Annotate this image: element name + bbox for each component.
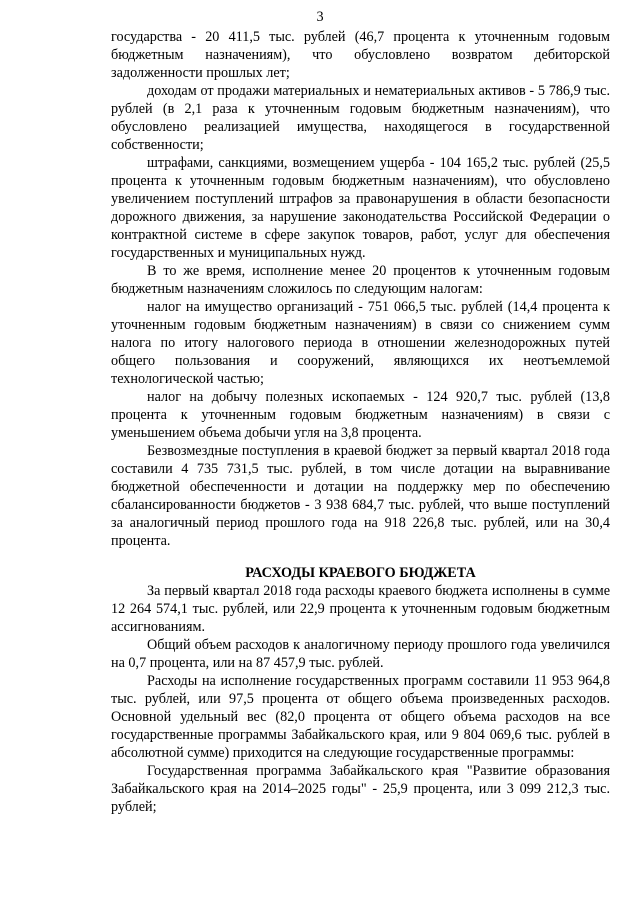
paragraph-state-programs: Расходы на исполнение государственных программ составили 11 953 964,8 тыс. рублей, или 97,5 процента от общего объема произведенных расходов. Основной удельный вес (82,0 процента от общего объема расходов на все государственные программы Забайкальского края, или 9 804 069,6 тыс. рублей в абсолютной сумме) приходится на следующие государственные программы: <box>111 673 610 761</box>
paragraph-expenditure-growth: Общий объем расходов к аналогичному периоду прошлого года увеличился на 0,7 процента, или на 87 457,9 тыс. рублей. <box>111 637 610 671</box>
paragraph-mining-tax: налог на добычу полезных ископаемых - 124 920,7 тыс. рублей (13,8 процента к уточненным годовым бюджетным назначениям) в связи с уменьшением объема добычи угля на 3,8 процента. <box>111 389 610 441</box>
paragraph-education-program: Государственная программа Забайкальского края "Развитие образования Забайкальского края на 2014–2025 годы" - 25,9 процента, или 3 099 212,3 тыс. рублей; <box>111 763 610 815</box>
paragraph-expenditure-total: За первый квартал 2018 года расходы краевого бюджета исполнены в сумме 12 264 574,1 тыс. рублей, или 22,9 процента к уточненным годовым бюджетным ассигнованиям. <box>111 583 610 635</box>
paragraph-low-execution-intro: В то же время, исполнение менее 20 процентов к уточненным годовым бюджетным назначениям сложилось по следующим налогам: <box>111 263 610 297</box>
section-spacer <box>111 550 610 564</box>
paragraph-property-tax: налог на имущество организаций - 751 066,5 тыс. рублей (14,4 процента к уточненным годовым бюджетным назначениям) в связи со снижением сумм налога по итогу налогового периода в отношении железнодорожных путей общего пользования и сооружений, являющихся их неотъемлемой технологической частью; <box>111 299 610 387</box>
page-content <box>111 28 610 816</box>
page-number: 3 <box>316 9 324 25</box>
paragraph-state-debt: государства - 20 411,5 тыс. рублей (46,7 процента к уточненным годовым бюджетным назначениям), что обусловлено возвратом дебиторской задолженности прошлых лет; <box>111 29 610 81</box>
paragraph-fines: штрафами, санкциями, возмещением ущерба - 104 165,2 тыс. рублей (25,5 процента к уточненным годовым бюджетным назначениям), что обусловлено увеличением поступлений штрафов за правонарушения в области безопасности дорожного движения, за нарушение законодательства Российской Федерации о контрактной системе в сфере закупок товаров, работ, услуг для обеспечения государственных и муниципальных нужд. <box>111 155 610 261</box>
paragraph-gratuitous-receipts: Безвозмездные поступления в краевой бюджет за первый квартал 2018 года составили 4 735 731,5 тыс. рублей, в том числе дотации на выравнивание бюджетной обеспеченности и дотации на поддержку мер по обеспечению сбалансированности бюджетов - 3 938 684,7 тыс. рублей, что выше поступлений за аналогичный период прошлого года на 918 226,8 тыс. рублей, или на 30,4 процента. <box>111 443 610 549</box>
paragraph-asset-sales: доходам от продажи материальных и нематериальных активов - 5 786,9 тыс. рублей (в 2,1 раза к уточненным годовым бюджетным назначениям), что обусловлено реализацией имущества, находящегося в государственной собственности; <box>111 83 610 153</box>
section-heading: РАСХОДЫ КРАЕВОГО БЮДЖЕТА <box>245 565 476 581</box>
